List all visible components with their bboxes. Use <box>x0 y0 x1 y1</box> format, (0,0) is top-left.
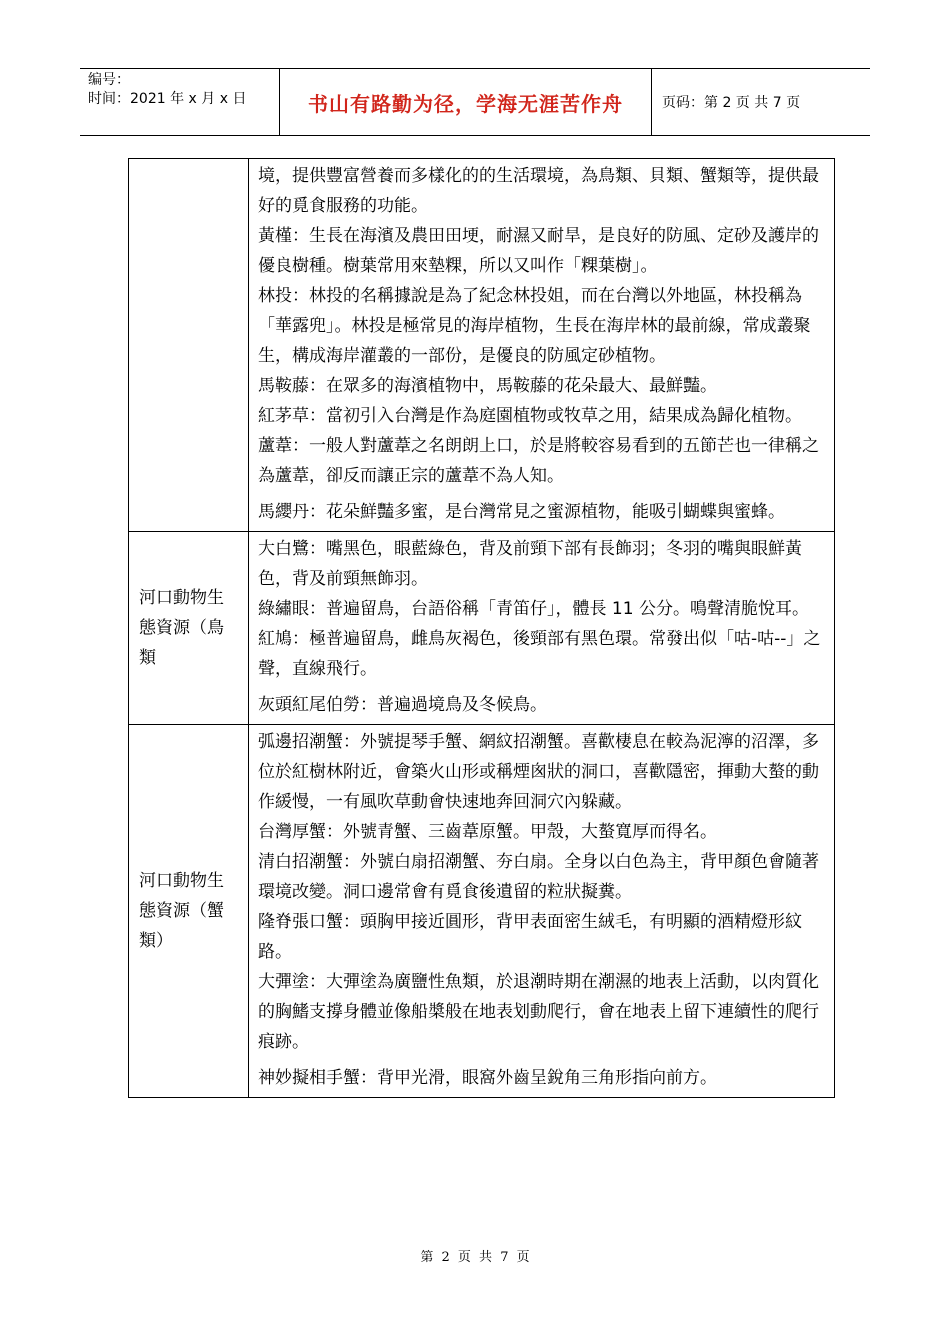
paragraph: 馬鞍藤：在眾多的海濱植物中，馬鞍藤的花朵最大、最鮮豔。 <box>258 376 717 396</box>
paragraph: 台灣厚蟹：外號青蟹、三齒葦原蟹。甲殼，大螯寬厚而得名。 <box>258 822 717 842</box>
resource-table <box>128 158 835 1098</box>
header-motto-cell <box>280 69 652 135</box>
paragraph: 紅茅草：當初引入台灣是作為庭園植物或牧草之用，結果成為歸化植物。 <box>258 406 802 426</box>
paragraph: 林投：林投的名稱據說是為了紀念林投姐，而在台灣以外地區，林投稱為「華露兜」。林投是極常見的海岸植物，生長在海岸林的最前線，常成叢聚生，構成海岸灌叢的一部份，是優良的防風定砂植物。 <box>258 286 811 366</box>
paragraph: 隆脊張口蟹：頭胸甲接近圓形，背甲表面密生絨毛，有明顯的酒精燈形紋路。 <box>258 912 802 962</box>
paragraph: 大白鷺：嘴黑色，眼藍綠色，背及前頸下部有長飾羽；冬羽的嘴與眼鮮黃色，背及前頸無飾羽。 <box>258 539 802 589</box>
page-header <box>80 68 870 136</box>
paragraph: 灰頭紅尾伯勞：普遍過境鳥及冬候鳥。 <box>258 695 547 715</box>
paragraph: 神妙擬相手蟹：背甲光滑，眼窩外齒呈銳角三角形指向前方。 <box>258 1068 717 1088</box>
row-label: 河口動物生態資源（蟹類） <box>139 871 224 951</box>
paragraph: 清白招潮蟹：外號白扇招潮蟹、夯白扇。全身以白色為主，背甲顏色會隨著環境改變。洞口邊常會有覓食後遺留的粒狀擬糞。 <box>258 852 819 902</box>
row-label-cell <box>129 159 249 532</box>
header-page-cell <box>652 69 870 135</box>
paragraph: 綠繡眼：普遍留鳥，台語俗稱「青笛仔」，體長 11 公分。鳴聲清脆悅耳。 <box>258 599 809 619</box>
page-footer: 第 2 页 共 7 页 <box>420 1250 530 1265</box>
row-label-cell <box>129 725 249 1098</box>
row-content-cell <box>249 725 835 1098</box>
row-content-cell <box>249 159 835 532</box>
header-meta <box>80 69 280 135</box>
header-motto: 书山有路勤为径，学海无涯苦作舟 <box>308 91 623 116</box>
row-label-cell <box>129 532 249 725</box>
header-page-label: 页码：第 2 页 共 7 页 <box>662 95 801 111</box>
paragraph: 紅鳩：極普遍留鳥，雌鳥灰褐色，後頸部有黑色環。常發出似「咕-咕--」之聲，直線飛行。 <box>258 629 821 679</box>
doc-number-label: 编号： <box>88 72 130 88</box>
paragraph: 境，提供豐富營養而多樣化的的生活環境，為鳥類、貝類、蟹類等，提供最好的覓食服務的功能。 <box>258 166 819 216</box>
paragraph: 大彈塗：大彈塗為廣鹽性魚類，於退潮時期在潮濕的地表上活動，以肉質化的胸鰭支撐身體並像船槳般在地表划動爬行，會在地表上留下連續性的爬行痕跡。 <box>258 972 819 1052</box>
row-label: 河口動物生態資源（鳥類 <box>139 588 224 668</box>
table-row <box>129 159 835 532</box>
paragraph: 弧邊招潮蟹：外號提琴手蟹、網紋招潮蟹。喜歡棲息在較為泥濘的沼澤，多位於紅樹林附近，會築火山形或稱煙囪狀的洞口，喜歡隱密，揮動大螯的動作緩慢，一有風吹草動會快速地奔回洞穴內躲藏。 <box>258 732 819 812</box>
table-row <box>129 725 835 1098</box>
table-row <box>129 532 835 725</box>
paragraph: 馬纓丹：花朵鮮豔多蜜，是台灣常見之蜜源植物，能吸引蝴蝶與蜜蜂。 <box>258 502 785 522</box>
paragraph: 蘆葦：一般人對蘆葦之名朗朗上口，於是將較容易看到的五節芒也一律稱之為蘆葦，卻反而讓正宗的蘆葦不為人知。 <box>258 436 819 486</box>
doc-date-label: 时间：2021 年 x 月 x 日 <box>88 91 247 107</box>
paragraph: 黃槿：生長在海濱及農田田埂，耐濕又耐旱，是良好的防風、定砂及護岸的優良樹種。樹葉常用來墊粿，所以又叫作「粿葉樹」。 <box>258 226 819 276</box>
row-content-cell <box>249 532 835 725</box>
